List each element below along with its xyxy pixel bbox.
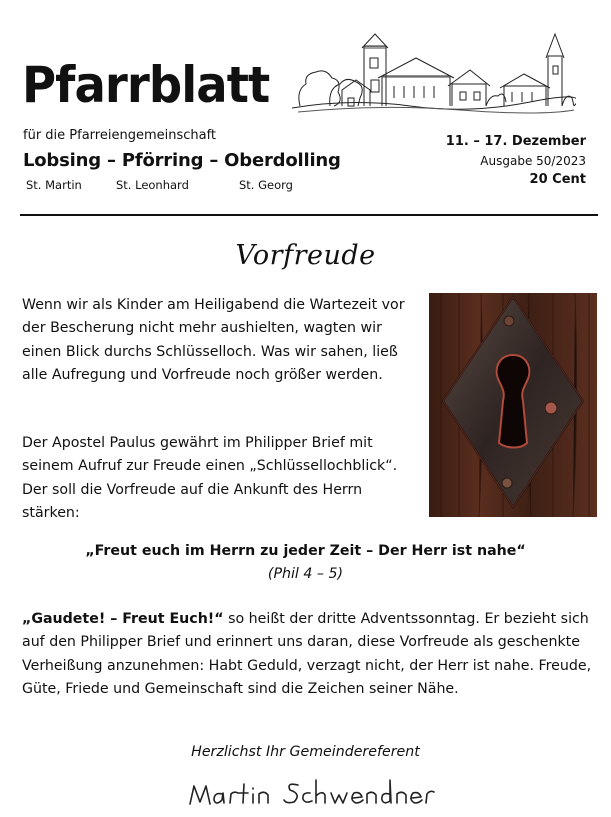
issue-number: Ausgabe 50/2023 — [480, 154, 586, 168]
closing-greeting: Herzlichst Ihr Gemeindereferent — [191, 744, 420, 760]
masthead-subtitle: für die Pfarreiengemeinschaft — [23, 128, 217, 143]
gaudete-text: so heißt der dritte Adventssonntag. Er bezieht sich auf den Philipper Brief und erinnert uns daran, diese Vorfreude als geschenkte Verheißung anzunehmen: Habt Geduld, verzagt nicht, der Herr ist nahe. Freude, Güte, Friede und Gemeinschaft sind die Zeichen seiner Nähe. — [22, 611, 592, 698]
bible-quote-reference: (Phil 4 – 5) — [267, 566, 344, 582]
masthead-title: Pfarrblatt — [22, 56, 270, 114]
handwritten-signature — [186, 772, 436, 812]
paragraph-gaudete — [22, 608, 592, 702]
saint-label-martin: St. Martin — [26, 178, 82, 192]
church-illustration — [290, 28, 576, 114]
paragraph-intro: Wenn wir als Kinder am Heiligabend die Wartezeit vor der Bescherung nicht mehr aushielten, wagten wir einen Blick durchs Schlüsselloch. Was wir sahen, ließ alle Aufregung und Vorfreude noch größer werden. — [22, 297, 405, 384]
bible-quote: „Freut euch im Herrn zu jeder Zeit – Der Herr ist nahe“ — [85, 543, 526, 559]
price: 20 Cent — [529, 172, 586, 187]
saint-label-georg: St. Georg — [239, 178, 293, 192]
saint-label-leonhard: St. Leonhard — [116, 178, 189, 192]
article-title: Vorfreude — [235, 240, 376, 271]
keyhole-photo — [429, 293, 597, 517]
gaudete-lead: „Gaudete! – Freut Euch!“ — [22, 611, 224, 627]
paragraph-paulus: Der Apostel Paulus gewährt im Philipper Brief mit seinem Aufruf zur Freude einen „Schlüssellochblick“. Der soll die Vorfreude auf die Ankunft des Herrn stärken: — [22, 435, 398, 522]
parish-names: Lobsing – Pförring – Oberdolling — [23, 150, 341, 171]
header-divider — [20, 214, 598, 216]
date-range: 11. – 17. Dezember — [445, 134, 586, 149]
